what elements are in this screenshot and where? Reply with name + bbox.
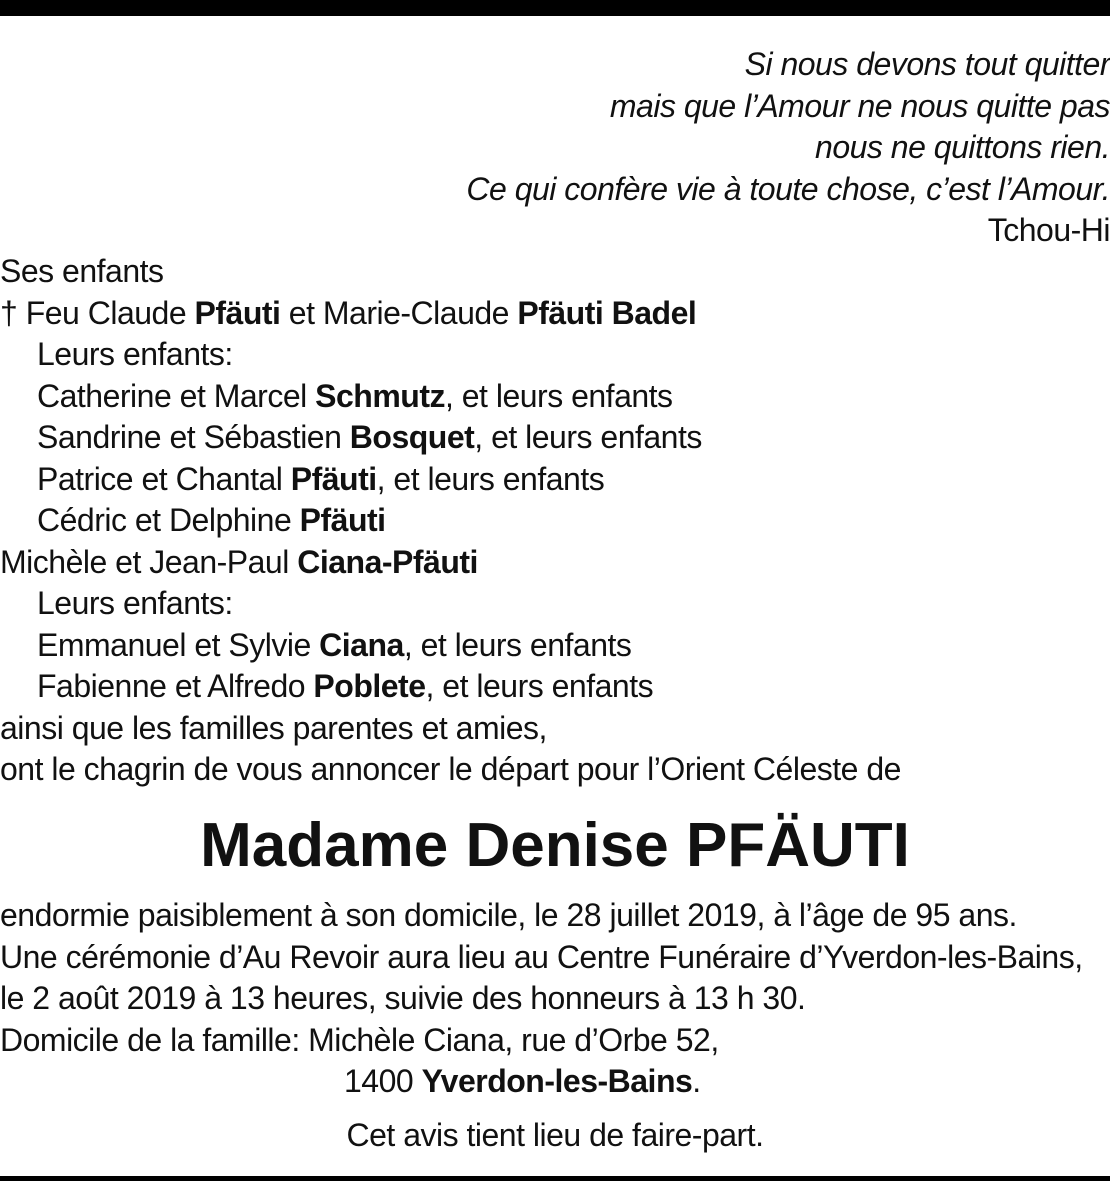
branch-2-surname: Ciana-Pfäuti xyxy=(297,543,478,580)
epigraph-poem xyxy=(466,44,1110,252)
child-surname: Bosquet xyxy=(349,419,475,455)
address-postcode: 1400 xyxy=(344,1063,422,1099)
branch-1-prefix: † Feu Claude xyxy=(0,294,195,331)
child-first-names: Fabienne et Alfredo xyxy=(37,668,314,704)
closing-line-2: ont le chagrin de vous annoncer le départ pour l’Orient Céleste de xyxy=(0,751,901,787)
branch-2-child xyxy=(0,625,1110,667)
branch-1-child xyxy=(0,417,1110,459)
poem-line: Si nous devons tout quitter xyxy=(744,46,1110,82)
top-rule xyxy=(0,0,1110,16)
poem-line: nous ne quittons rien. xyxy=(815,129,1110,165)
branch-2-child xyxy=(0,666,1110,708)
branch-2-parents xyxy=(0,542,1110,584)
child-suffix: , et leurs enfants xyxy=(444,377,673,414)
child-surname: Pfäuti xyxy=(290,460,377,497)
branch-1-child xyxy=(0,376,1110,418)
child-surname: Ciana xyxy=(319,626,404,663)
details-line-4: Domicile de la famille: Michèle Ciana, rue d’Orbe 52, xyxy=(0,1021,719,1058)
branch-1-surname-1: Pfäuti xyxy=(194,294,281,331)
child-surname: Pfäuti xyxy=(299,502,386,538)
family-address xyxy=(0,1061,1110,1103)
poem-author: Tchou-Hi xyxy=(987,212,1110,248)
details-line-1: endormie paisiblement à son domicile, le 28 juillet 2019, à l’âge de 95 ans. xyxy=(0,897,1017,933)
bottom-rule xyxy=(0,1176,1110,1181)
child-suffix: , et leurs enfants xyxy=(425,668,654,704)
branch-1-surname-2: Pfäuti Badel xyxy=(517,294,697,331)
branch-1-middle: et Marie-Claude xyxy=(280,294,518,331)
closing-line-1: ainsi que les familles parentes et amies, xyxy=(0,709,547,746)
footer-note: Cet avis tient lieu de faire-part. xyxy=(346,1117,764,1153)
address-city: Yverdon-les-Bains xyxy=(421,1063,693,1099)
child-first-names: Catherine et Marcel xyxy=(37,377,316,414)
child-first-names: Sandrine et Sébastien xyxy=(37,419,350,455)
child-first-names: Emmanuel et Sylvie xyxy=(37,626,320,663)
child-suffix: , et leurs enfants xyxy=(376,460,605,497)
poem-line: Ce qui confère vie à toute chose, c’est l’Amour. xyxy=(466,170,1110,207)
child-suffix: , et leurs enfants xyxy=(403,626,632,663)
branch-1-child xyxy=(0,500,1110,542)
family-intro: Ses enfants xyxy=(0,253,164,289)
branch-2-prefix: Michèle et Jean-Paul xyxy=(0,543,298,580)
details-line-2: Une cérémonie d’Au Revoir aura lieu au Centre Funéraire d’Yverdon-les-Bains, xyxy=(0,938,1083,975)
child-surname: Schmutz xyxy=(315,377,445,414)
branch-1-children-label: Leurs enfants: xyxy=(37,336,233,372)
child-surname: Poblete xyxy=(313,668,426,704)
family-list xyxy=(0,251,1110,791)
child-first-names: Cédric et Delphine xyxy=(37,502,300,538)
child-suffix: , et leurs enfants xyxy=(474,419,702,455)
poem-line: mais que l’Amour ne nous quitte pas xyxy=(609,87,1110,124)
branch-1-parents xyxy=(0,293,1110,335)
deceased-name: Madame Denise PFÄUTI xyxy=(200,811,910,880)
ceremony-details xyxy=(0,895,1110,1103)
details-line-3: le 2 août 2019 à 13 heures, suivie des honneurs à 13 h 30. xyxy=(0,980,806,1016)
branch-2-children-label: Leurs enfants: xyxy=(37,585,233,621)
branch-1-child xyxy=(0,459,1110,501)
child-first-names: Patrice et Chantal xyxy=(37,460,291,497)
address-period: . xyxy=(692,1063,701,1099)
